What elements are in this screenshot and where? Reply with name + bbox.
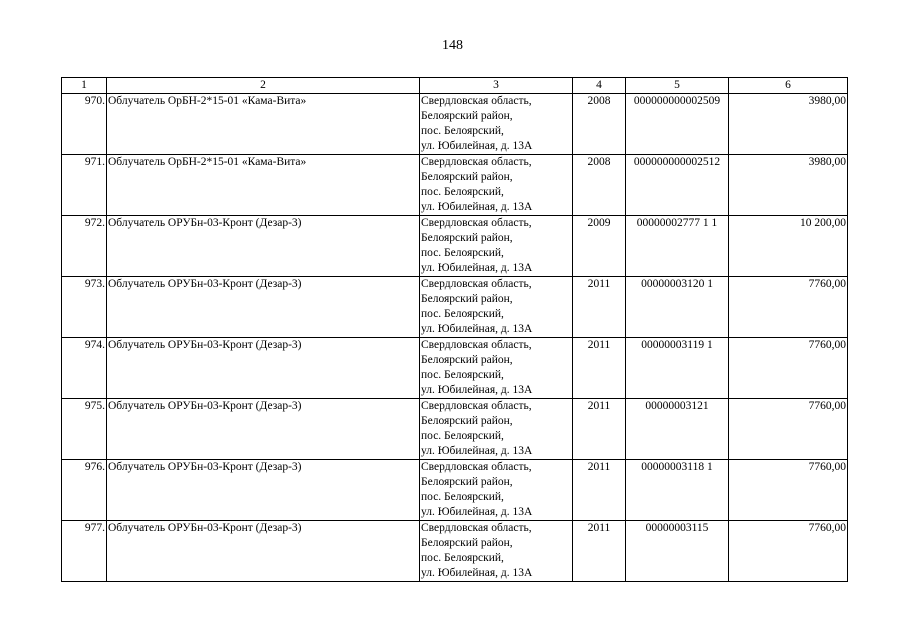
address-line: Свердловская область, — [421, 156, 532, 168]
row-number: 970. — [62, 94, 107, 155]
address-line: ул. Юбилейная, д. 13А — [421, 323, 533, 335]
item-cost: 7760,00 — [729, 460, 848, 521]
address-line: Свердловская область, — [421, 95, 532, 107]
item-address — [420, 338, 573, 399]
address-line: Свердловская область, — [421, 522, 532, 534]
item-year: 2009 — [573, 216, 626, 277]
address-line: пос. Белоярский, — [421, 552, 504, 564]
header-row — [62, 78, 848, 94]
table-row — [62, 521, 848, 582]
item-address — [420, 277, 573, 338]
address-line: Белоярский район, — [421, 415, 513, 427]
address-line: Белоярский район, — [421, 293, 513, 305]
item-year: 2008 — [573, 155, 626, 216]
address-line: пос. Белоярский, — [421, 491, 504, 503]
item-name: Облучатель ОРУБн-03-Кронт (Дезар-3) — [107, 460, 420, 521]
table-row — [62, 399, 848, 460]
item-inventory-number: 00000003120 1 — [626, 277, 729, 338]
header-col-1: 1 — [62, 78, 107, 94]
item-inventory-number: 00000003121 — [626, 399, 729, 460]
item-name: Облучатель ОРУБн-03-Кронт (Дезар-3) — [107, 277, 420, 338]
item-address — [420, 460, 573, 521]
address-line: Белоярский район, — [421, 354, 513, 366]
address-line: Свердловская область, — [421, 278, 532, 290]
item-inventory-number: 00000003118 1 — [626, 460, 729, 521]
address-line: Белоярский район, — [421, 537, 513, 549]
address-line: ул. Юбилейная, д. 13А — [421, 262, 533, 274]
item-inventory-number: 000000000002509 — [626, 94, 729, 155]
item-name: Облучатель ОРУБн-03-Кронт (Дезар-3) — [107, 338, 420, 399]
table-header — [62, 78, 848, 94]
item-cost: 7760,00 — [729, 399, 848, 460]
row-number: 976. — [62, 460, 107, 521]
item-name: Облучатель ОрБН-2*15-01 «Кама-Вита» — [107, 155, 420, 216]
item-year: 2011 — [573, 399, 626, 460]
table-body — [62, 94, 848, 582]
item-inventory-number: 00000003119 1 — [626, 338, 729, 399]
address-line: пос. Белоярский, — [421, 430, 504, 442]
item-year: 2011 — [573, 521, 626, 582]
item-year: 2011 — [573, 460, 626, 521]
address-line: ул. Юбилейная, д. 13А — [421, 201, 533, 213]
item-name: Облучатель ОрБН-2*15-01 «Кама-Вита» — [107, 94, 420, 155]
address-line: пос. Белоярский, — [421, 369, 504, 381]
property-table — [61, 77, 848, 582]
item-inventory-number: 00000003115 — [626, 521, 729, 582]
item-inventory-number: 000000000002512 — [626, 155, 729, 216]
address-line: Свердловская область, — [421, 339, 532, 351]
item-name: Облучатель ОРУБн-03-Кронт (Дезар-3) — [107, 216, 420, 277]
row-number: 975. — [62, 399, 107, 460]
item-cost: 10 200,00 — [729, 216, 848, 277]
header-col-2: 2 — [107, 78, 420, 94]
item-name: Облучатель ОРУБн-03-Кронт (Дезар-3) — [107, 399, 420, 460]
address-line: Свердловская область, — [421, 400, 532, 412]
item-address — [420, 521, 573, 582]
address-line: Свердловская область, — [421, 461, 532, 473]
row-number: 972. — [62, 216, 107, 277]
item-cost: 7760,00 — [729, 338, 848, 399]
address-line: пос. Белоярский, — [421, 186, 504, 198]
item-cost: 7760,00 — [729, 521, 848, 582]
row-number: 973. — [62, 277, 107, 338]
item-address — [420, 399, 573, 460]
address-line: ул. Юбилейная, д. 13А — [421, 567, 533, 579]
item-year: 2011 — [573, 338, 626, 399]
address-line: ул. Юбилейная, д. 13А — [421, 445, 533, 457]
address-line: пос. Белоярский, — [421, 308, 504, 320]
address-line: пос. Белоярский, — [421, 125, 504, 137]
header-col-3: 3 — [420, 78, 573, 94]
address-line: пос. Белоярский, — [421, 247, 504, 259]
address-line: ул. Юбилейная, д. 13А — [421, 384, 533, 396]
table-row — [62, 460, 848, 521]
row-number: 974. — [62, 338, 107, 399]
item-year: 2011 — [573, 277, 626, 338]
header-col-5: 5 — [626, 78, 729, 94]
address-line: ул. Юбилейная, д. 13А — [421, 140, 533, 152]
item-inventory-number: 00000002777 1 1 — [626, 216, 729, 277]
table-row — [62, 94, 848, 155]
item-cost: 7760,00 — [729, 277, 848, 338]
table-row — [62, 338, 848, 399]
row-number: 971. — [62, 155, 107, 216]
table-row — [62, 155, 848, 216]
item-cost: 3980,00 — [729, 94, 848, 155]
item-address — [420, 216, 573, 277]
item-cost: 3980,00 — [729, 155, 848, 216]
item-name: Облучатель ОРУБн-03-Кронт (Дезар-3) — [107, 521, 420, 582]
address-line: Белоярский район, — [421, 232, 513, 244]
row-number: 977. — [62, 521, 107, 582]
item-year: 2008 — [573, 94, 626, 155]
header-col-4: 4 — [573, 78, 626, 94]
item-address — [420, 155, 573, 216]
address-line: Свердловская область, — [421, 217, 532, 229]
address-line: Белоярский район, — [421, 110, 513, 122]
table-row — [62, 277, 848, 338]
address-line: Белоярский район, — [421, 476, 513, 488]
item-address — [420, 94, 573, 155]
address-line: ул. Юбилейная, д. 13А — [421, 506, 533, 518]
page-number: 148 — [442, 38, 463, 53]
address-line: Белоярский район, — [421, 171, 513, 183]
table-row — [62, 216, 848, 277]
header-col-6: 6 — [729, 78, 848, 94]
